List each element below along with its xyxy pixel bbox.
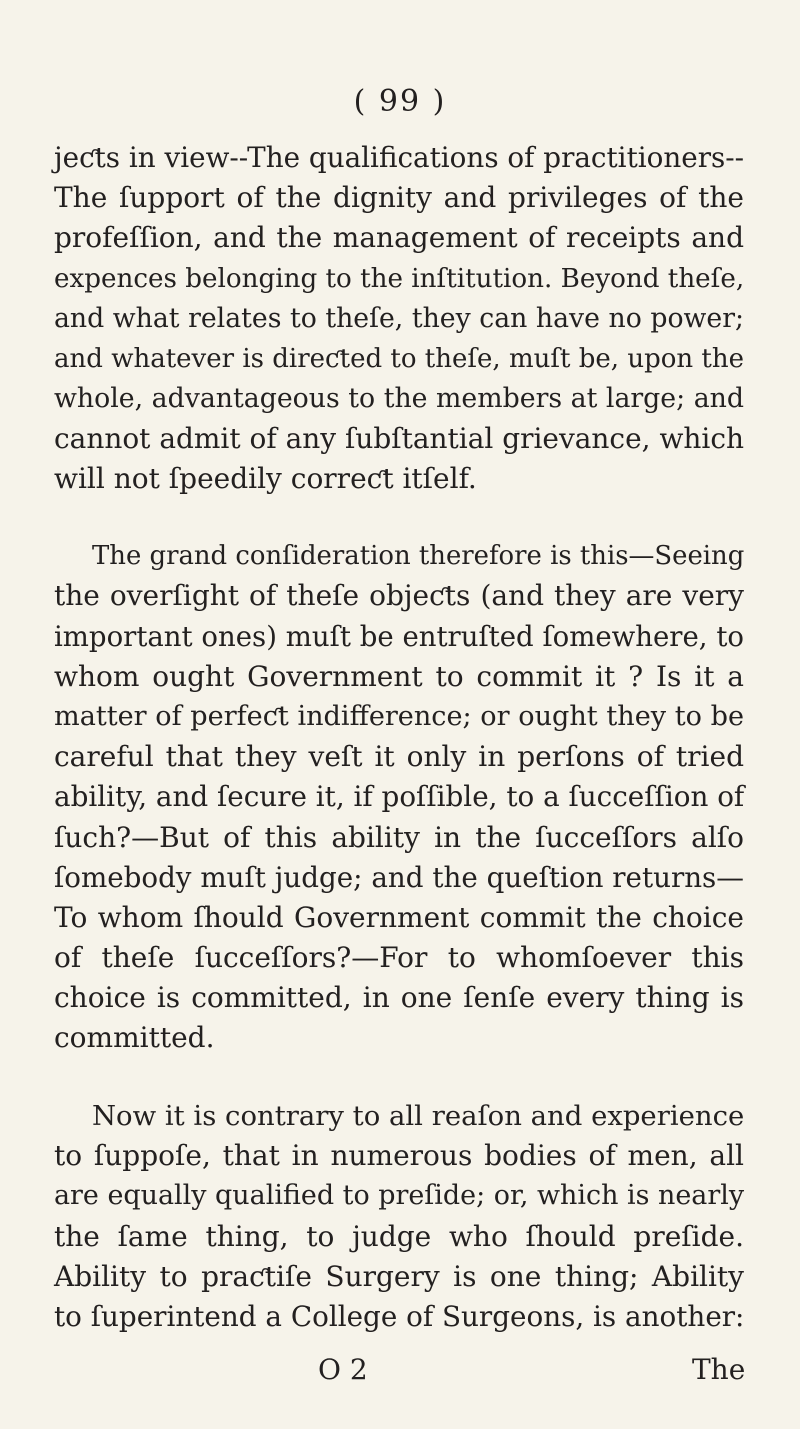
text-line: Ability to praƈtiſe Surgery is one thing; Ability bbox=[54, 1260, 744, 1293]
text-line: expences belonging to the inſtitution. Beyond theſe, bbox=[54, 264, 745, 294]
text-line: To whom ſhould Government commit the choice bbox=[54, 901, 744, 934]
text-line: jeƈts in view--The qualifications of practitioners-- bbox=[54, 141, 745, 174]
text-line: to ſuppoſe, that in numerous bodies of men, all bbox=[54, 1139, 744, 1172]
text-line: whom ought Government to commit it ? Is it a bbox=[54, 660, 744, 693]
text-line: cannot admit of any ſubſtantial grievance, which bbox=[54, 422, 744, 455]
text-line: and what relates to theſe, they can have no power; bbox=[54, 303, 744, 334]
text-line: are equally qualified to preſide; or, which is nearly bbox=[54, 1180, 745, 1211]
text-line: the overſight of theſe objeƈts (and they are very bbox=[54, 579, 744, 612]
text-line: will not ſpeedily correƈt itſelf. bbox=[54, 462, 477, 495]
text-line: matter of perfeƈt indifference; or ought they to be bbox=[54, 701, 744, 732]
text-line: ability, and ſecure it, if poſſible, to a ſucceſſion of bbox=[54, 780, 745, 813]
text-line: to ſuperintend a College of Surgeons, is another: bbox=[54, 1300, 745, 1333]
text-line: choice is committed, in one ſenſe every thing is bbox=[54, 981, 744, 1014]
text-line: of theſe ſucceſſors?—For to whomſoever this bbox=[54, 941, 744, 974]
text-line: profeſſion, and the management of receipts and bbox=[54, 221, 744, 254]
text-line: whole, advantageous to the members at large; and bbox=[54, 383, 744, 414]
text-line: important ones) muſt be entruſted ſomewhere, to bbox=[54, 621, 744, 653]
text-line: committed. bbox=[54, 1021, 215, 1054]
text-line: ſomebody muſt judge; and the queſtion returns— bbox=[54, 861, 744, 894]
catchword: The bbox=[692, 1353, 746, 1386]
text-line: and whatever is direƈted to theſe, muſt be, upon the bbox=[54, 344, 744, 374]
text-line: careful that they veſt it only in perſons of tried bbox=[54, 740, 744, 773]
text-line: ſuch?—But of this ability in the ſucceſſors alſo bbox=[54, 821, 744, 854]
text-line: the ſame thing, to judge who ſhould preſide. bbox=[54, 1220, 744, 1253]
text-line: The grand conſideration therefore is this—Seeing bbox=[92, 541, 745, 571]
text-line: The ſupport of the dignity and privileges of the bbox=[54, 181, 744, 214]
signature-mark: O 2 bbox=[318, 1353, 368, 1386]
text-line: Now it is contrary to all reaſon and experience bbox=[92, 1100, 745, 1132]
page-number: ( 99 ) bbox=[353, 84, 447, 119]
